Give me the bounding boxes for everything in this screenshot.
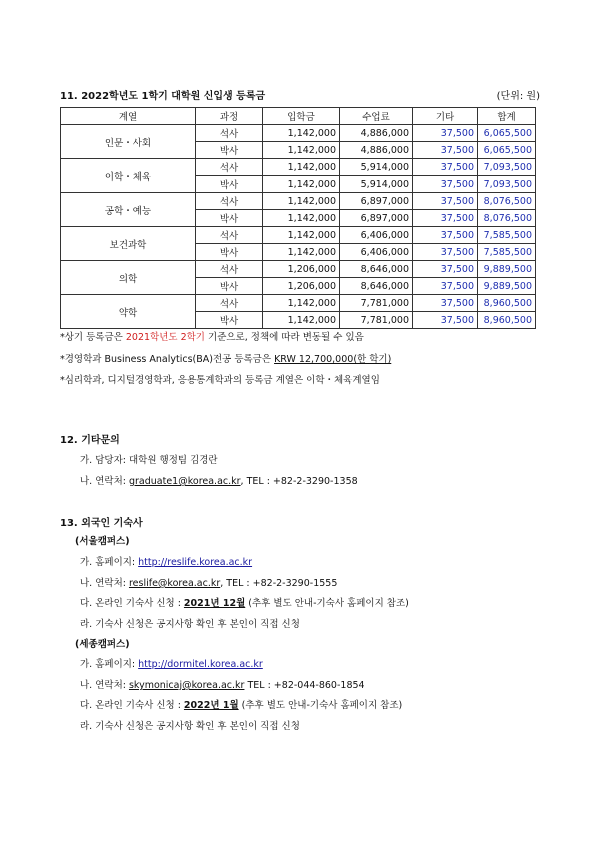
total-cell: 8,076,500 <box>478 193 536 210</box>
tuition-cell: 5,914,000 <box>340 159 413 176</box>
table-row <box>61 227 536 244</box>
note-2 <box>60 351 391 365</box>
tuition-cell: 4,886,000 <box>340 125 413 142</box>
admission-fee-cell: 1,142,000 <box>263 142 340 159</box>
admission-fee-cell: 1,142,000 <box>263 125 340 142</box>
contact-label: 나. 연락처: <box>80 578 129 589</box>
homepage-link[interactable]: http://dormitel.korea.ac.kr <box>138 659 263 670</box>
apply-label: 다. 온라인 기숙사 신청 : <box>80 700 184 711</box>
degree-cell: 석사 <box>196 125 263 142</box>
contact-label: 나. 연락처: <box>80 680 129 691</box>
admission-fee-cell: 1,206,000 <box>263 278 340 295</box>
total-cell: 7,585,500 <box>478 227 536 244</box>
apply-label: 다. 온라인 기숙사 신청 : <box>80 598 184 609</box>
total-cell: 9,889,500 <box>478 261 536 278</box>
total-cell: 9,889,500 <box>478 278 536 295</box>
table-body <box>61 125 536 329</box>
other-fee-cell: 37,500 <box>413 295 478 312</box>
unit-label: (단위: 원) <box>496 91 540 102</box>
tuition-cell: 6,897,000 <box>340 193 413 210</box>
degree-cell: 석사 <box>196 295 263 312</box>
degree-cell: 석사 <box>196 193 263 210</box>
admission-fee-cell: 1,142,000 <box>263 193 340 210</box>
section-13-title: 13. 외국인 기숙사 <box>60 518 143 529</box>
seoul-contact <box>80 575 337 589</box>
admission-fee-cell: 1,142,000 <box>263 210 340 227</box>
tuition-cell: 8,646,000 <box>340 278 413 295</box>
other-fee-cell: 37,500 <box>413 312 478 329</box>
total-cell: 7,093,500 <box>478 159 536 176</box>
header-cell: 기타 <box>413 108 478 125</box>
total-cell: 8,960,500 <box>478 312 536 329</box>
table-row <box>61 193 536 210</box>
tuition-cell: 8,646,000 <box>340 261 413 278</box>
apply-date: 2021년 12월 <box>183 598 246 609</box>
other-fee-cell: 37,500 <box>413 193 478 210</box>
contact-line <box>80 473 358 487</box>
note-text: *상기 등록금은 <box>60 332 126 343</box>
sejong-campus-heading: (세종캠퍼스) <box>75 639 130 650</box>
admission-fee-cell: 1,142,000 <box>263 227 340 244</box>
total-cell: 8,076,500 <box>478 210 536 227</box>
degree-cell: 석사 <box>196 159 263 176</box>
sejong-contact <box>80 677 365 691</box>
header-cell: 수업료 <box>340 108 413 125</box>
seoul-confirm: 라. 기숙사 신청은 공지사항 확인 후 본인이 직접 신청 <box>80 619 300 630</box>
phone-text: TEL : +82-044-860-1854 <box>244 680 365 691</box>
phone-text: , TEL : +82-2-3290-1555 <box>220 578 338 589</box>
total-cell: 6,065,500 <box>478 142 536 159</box>
admission-fee-cell: 1,206,000 <box>263 261 340 278</box>
degree-cell: 박사 <box>196 176 263 193</box>
admission-fee-cell: 1,142,000 <box>263 176 340 193</box>
table-row <box>61 261 536 278</box>
total-cell: 6,065,500 <box>478 125 536 142</box>
section-11-title: 11. 2022학년도 1학기 대학원 신입생 등록금 <box>60 91 266 102</box>
note-3: *심리학과, 디지털경영학과, 응용통계학과의 등록금 계열은 이학・체육계열임 <box>60 375 380 386</box>
homepage-link[interactable]: http://reslife.korea.ac.kr <box>138 557 253 568</box>
other-fee-cell: 37,500 <box>413 261 478 278</box>
admission-fee-cell: 1,142,000 <box>263 312 340 329</box>
sejong-apply <box>80 697 402 711</box>
apply-note: (추후 별도 안내-기숙사 홈페이지 참조) <box>245 598 409 609</box>
degree-cell: 박사 <box>196 210 263 227</box>
seoul-apply <box>80 595 409 609</box>
email-link[interactable]: graduate1@korea.ac.kr <box>128 476 241 487</box>
tuition-cell: 7,781,000 <box>340 295 413 312</box>
other-fee-cell: 37,500 <box>413 278 478 295</box>
email-link[interactable]: skymonicaj@korea.ac.kr <box>128 680 245 691</box>
note-text: *경영학과 Business Analytics(BA)전공 등록금은 <box>60 354 275 365</box>
category-cell: 약학 <box>61 295 196 329</box>
homepage-label: 가. 홈페이지: <box>80 557 139 568</box>
other-fee-cell: 37,500 <box>413 125 478 142</box>
tuition-table <box>60 107 536 329</box>
note-1 <box>60 329 364 343</box>
header-cell: 과정 <box>196 108 263 125</box>
email-link[interactable]: reslife@korea.ac.kr <box>128 578 221 589</box>
category-cell: 이학・체육 <box>61 159 196 193</box>
table-row <box>61 125 536 142</box>
header-cell: 합계 <box>478 108 536 125</box>
contact-label: 나. 연락처: <box>80 476 129 487</box>
tuition-cell: 7,781,000 <box>340 312 413 329</box>
category-cell: 공학・예능 <box>61 193 196 227</box>
other-fee-cell: 37,500 <box>413 210 478 227</box>
degree-cell: 박사 <box>196 142 263 159</box>
note-text: 기준으로, 정책에 따라 변동될 수 있음 <box>205 332 364 343</box>
phone-text: , TEL : +82-2-3290-1358 <box>240 476 358 487</box>
apply-note: (추후 별도 안내-기숙사 홈페이지 참조) <box>238 700 403 711</box>
table-header-row <box>61 108 536 125</box>
degree-cell: 석사 <box>196 261 263 278</box>
total-cell: 7,585,500 <box>478 244 536 261</box>
other-fee-cell: 37,500 <box>413 176 478 193</box>
tuition-cell: 6,406,000 <box>340 244 413 261</box>
other-fee-cell: 37,500 <box>413 159 478 176</box>
section-12-title: 12. 기타문의 <box>60 435 120 446</box>
note-underlined: KRW 12,700,000(한 학기) <box>274 354 392 365</box>
admission-fee-cell: 1,142,000 <box>263 244 340 261</box>
other-fee-cell: 37,500 <box>413 142 478 159</box>
other-fee-cell: 37,500 <box>413 227 478 244</box>
tuition-cell: 4,886,000 <box>340 142 413 159</box>
tuition-cell: 6,897,000 <box>340 210 413 227</box>
admission-fee-cell: 1,142,000 <box>263 295 340 312</box>
category-cell: 의학 <box>61 261 196 295</box>
tuition-cell: 6,406,000 <box>340 227 413 244</box>
degree-cell: 박사 <box>196 312 263 329</box>
category-cell: 보건과학 <box>61 227 196 261</box>
degree-cell: 박사 <box>196 278 263 295</box>
total-cell: 7,093,500 <box>478 176 536 193</box>
category-cell: 인문・사회 <box>61 125 196 159</box>
table-row <box>61 295 536 312</box>
table-row <box>61 159 536 176</box>
degree-cell: 박사 <box>196 244 263 261</box>
other-fee-cell: 37,500 <box>413 244 478 261</box>
total-cell: 8,960,500 <box>478 295 536 312</box>
seoul-homepage <box>80 554 252 568</box>
header-cell: 계열 <box>61 108 196 125</box>
sejong-confirm: 라. 기숙사 신청은 공지사항 확인 후 본인이 직접 신청 <box>80 721 300 732</box>
homepage-label: 가. 홈페이지: <box>80 659 139 670</box>
sejong-homepage <box>80 656 263 670</box>
apply-date: 2022년 1월 <box>183 700 239 711</box>
note-highlight: 2021학년도 2학기 <box>125 332 205 343</box>
degree-cell: 석사 <box>196 227 263 244</box>
seoul-campus-heading: (서울캠퍼스) <box>75 536 130 547</box>
tuition-cell: 5,914,000 <box>340 176 413 193</box>
admission-fee-cell: 1,142,000 <box>263 159 340 176</box>
contact-person: 가. 담당자: 대학원 행정팀 김경란 <box>80 455 218 466</box>
header-cell: 입학금 <box>263 108 340 125</box>
